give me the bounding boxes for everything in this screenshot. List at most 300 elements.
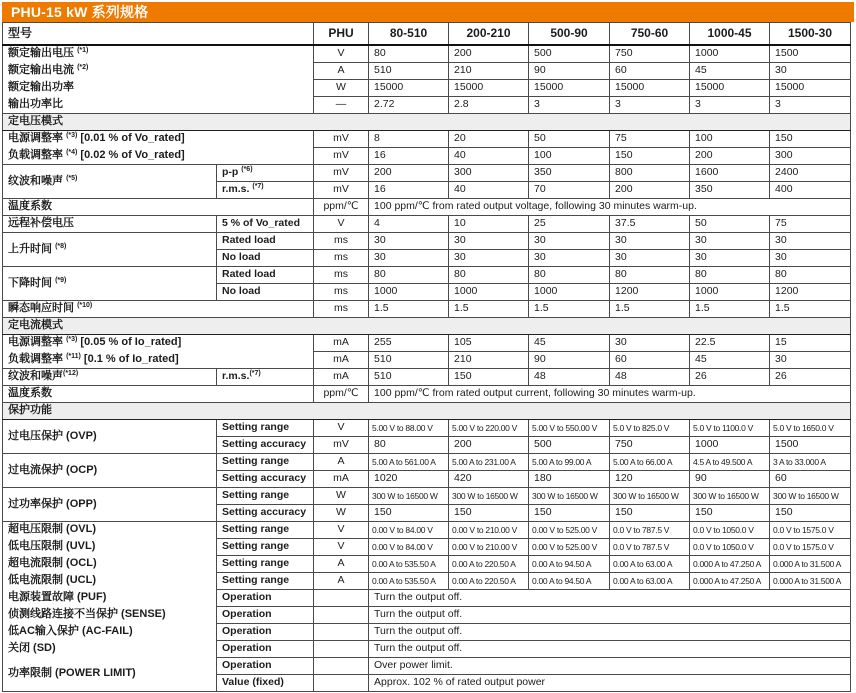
section-row (3, 318, 851, 335)
value-cell: 150 (449, 505, 529, 522)
value-cell: 1000 (449, 284, 529, 301)
value-cell: 150 (529, 505, 610, 522)
value-cell: 200 (369, 165, 449, 182)
value-cell: 0.00 A to 94.50 A (529, 573, 610, 590)
value-cell: 420 (449, 471, 529, 488)
row-label (3, 658, 217, 692)
value-cell: 45 (690, 352, 770, 369)
column-header-model-name: 500-90 (529, 23, 610, 46)
value-cell: 100 (690, 131, 770, 148)
value-cell: 80 (770, 267, 851, 284)
unit-cell: ms (314, 250, 369, 267)
value-span-cell: 100 ppm/℃ from rated output current, following 30 minutes warm-up. (369, 386, 851, 403)
row-label (3, 573, 217, 590)
label-text: Setting accuracy (222, 506, 307, 519)
value-cell: 0.0 V to 1575.0 V (770, 522, 851, 539)
unit-cell: mV (314, 437, 369, 454)
footnote-ref: (*8) (55, 242, 67, 250)
value-cell: 26 (770, 369, 851, 386)
value-cell: 0.0 V to 1575.0 V (770, 539, 851, 556)
value-cell: 0.000 A to 31.500 A (770, 556, 851, 573)
section-row (3, 114, 851, 131)
label-text: 输出功率比 (8, 97, 63, 110)
label-text: Setting accuracy (222, 472, 307, 485)
value-cell: 30 (449, 250, 529, 267)
value-cell: 48 (529, 369, 610, 386)
value-cell: 20 (449, 131, 529, 148)
value-cell: 45 (529, 335, 610, 352)
value-cell: 80 (369, 437, 449, 454)
value-cell: 15 (770, 335, 851, 352)
value-cell: 15000 (369, 80, 449, 97)
label-text: [0.05 % of Io_rated] (77, 336, 182, 349)
value-cell: 800 (610, 165, 690, 182)
row-label (3, 267, 217, 301)
label-text: 低电压限制 (UVL) (8, 540, 96, 553)
label-text: 电源装置故障 (PUF) (8, 591, 107, 604)
value-cell: 0.0 V to 1050.0 V (690, 522, 770, 539)
label-text: Setting range (222, 455, 290, 468)
value-cell: 0.00 A to 535.50 A (369, 573, 449, 590)
value-cell: 200 (610, 182, 690, 199)
value-cell: 210 (449, 352, 529, 369)
row-sublabel (217, 420, 314, 437)
label-text: 上升时间 (8, 242, 56, 255)
row-label (3, 454, 217, 488)
footnote-ref: (*1) (77, 47, 89, 55)
value-cell: 2.72 (369, 97, 449, 114)
spec-row (3, 267, 851, 284)
label-text: No load (222, 285, 261, 298)
value-span-cell: Over power limit. (369, 658, 851, 675)
value-cell: 3 (770, 97, 851, 114)
unit-cell: A (314, 454, 369, 471)
value-cell: 40 (449, 182, 529, 199)
value-cell: 5.0 V to 825.0 V (610, 420, 690, 437)
value-cell: 25 (529, 216, 610, 233)
value-cell: 350 (690, 182, 770, 199)
unit-cell: V (314, 216, 369, 233)
row-label (3, 80, 314, 97)
value-cell: 0.0 V to 787.5 V (610, 522, 690, 539)
value-cell: 180 (529, 471, 610, 488)
value-cell: 0.000 A to 47.250 A (690, 556, 770, 573)
spec-row (3, 607, 851, 624)
row-label (3, 539, 217, 556)
column-header-model-name: 1000-45 (690, 23, 770, 46)
row-label (3, 386, 314, 403)
value-span-cell: Turn the output off. (369, 607, 851, 624)
spec-row (3, 63, 851, 80)
row-sublabel (217, 505, 314, 522)
label-text: 超电压限制 (OVL) (8, 523, 96, 536)
value-cell: 1000 (690, 45, 770, 63)
row-label (3, 369, 217, 386)
footnote-ref: (*6) (241, 166, 253, 174)
row-sublabel (217, 590, 314, 607)
value-cell: 3 A to 33.000 A (770, 454, 851, 471)
value-cell: 750 (610, 437, 690, 454)
value-cell: 3 (610, 97, 690, 114)
value-cell: 0.00 A to 220.50 A (449, 556, 529, 573)
value-span-cell: Turn the output off. (369, 624, 851, 641)
value-cell: 80 (369, 267, 449, 284)
value-cell: 16 (369, 182, 449, 199)
label-text: 额定输出电流 (8, 64, 78, 77)
unit-cell: V (314, 539, 369, 556)
value-cell: 5.0 V to 1650.0 V (770, 420, 851, 437)
row-label (3, 63, 314, 80)
value-cell: 90 (529, 63, 610, 80)
value-cell: 15000 (770, 80, 851, 97)
unit-cell: V (314, 45, 369, 63)
label-text: Operation (222, 642, 272, 655)
value-cell: 300 W to 16500 W (610, 488, 690, 505)
label-text: 过电流保护 (OCP) (8, 463, 98, 476)
value-cell: 1500 (770, 437, 851, 454)
label-text: r.m.s. (222, 370, 250, 383)
row-label (3, 352, 314, 369)
value-cell: 1000 (369, 284, 449, 301)
value-cell: 500 (529, 437, 610, 454)
value-cell: 300 W to 16500 W (770, 488, 851, 505)
label-text: 过电压保护 (OVP) (8, 429, 97, 442)
row-sublabel (217, 675, 314, 692)
footnote-ref: (*9) (55, 276, 67, 284)
value-cell: 2400 (770, 165, 851, 182)
row-label (3, 522, 217, 539)
row-sublabel (217, 488, 314, 505)
value-cell: 100 (529, 148, 610, 165)
label-text: 额定输出功率 (8, 81, 74, 94)
value-cell: 1.5 (770, 301, 851, 318)
label-text: No load (222, 251, 261, 264)
value-cell: 500 (529, 45, 610, 63)
label-text: Rated load (222, 234, 276, 247)
label-text: Setting range (222, 540, 290, 553)
row-label (3, 97, 314, 114)
value-cell: 0.00 A to 535.50 A (369, 556, 449, 573)
unit-cell: mA (314, 352, 369, 369)
row-label (3, 420, 217, 454)
spec-row (3, 45, 851, 63)
unit-cell: mV (314, 148, 369, 165)
unit-cell: W (314, 488, 369, 505)
value-cell: 15000 (610, 80, 690, 97)
label-text: Setting range (222, 523, 290, 536)
label-text: 功率限制 (POWER LIMIT) (8, 667, 136, 680)
unit-cell (314, 590, 369, 607)
value-cell: 8 (369, 131, 449, 148)
value-span-cell: Turn the output off. (369, 641, 851, 658)
label-text: 纹波和噪声 (8, 370, 63, 383)
column-header-model-name: 1500-30 (770, 23, 851, 46)
label-text: 5 % of Vo_rated (222, 217, 300, 230)
value-cell: 30 (690, 250, 770, 267)
column-header-model-name: 200-210 (449, 23, 529, 46)
value-cell: 90 (690, 471, 770, 488)
unit-cell (314, 607, 369, 624)
value-cell: 1.5 (610, 301, 690, 318)
header-row (3, 23, 851, 46)
unit-cell: mA (314, 471, 369, 488)
value-cell: 350 (529, 165, 610, 182)
value-cell: 300 (449, 165, 529, 182)
label-text: 侦测线路连接不当保护 (SENSE) (8, 608, 166, 621)
unit-cell (314, 624, 369, 641)
section-row (3, 403, 851, 420)
value-cell: 45 (690, 63, 770, 80)
value-cell: 0.00 A to 63.00 A (610, 556, 690, 573)
unit-cell: ms (314, 284, 369, 301)
row-sublabel (217, 369, 314, 386)
value-cell: 150 (369, 505, 449, 522)
value-cell: 15000 (449, 80, 529, 97)
unit-cell: mV (314, 131, 369, 148)
label-text: 超电流限制 (OCL) (8, 557, 97, 570)
value-cell: 22.5 (690, 335, 770, 352)
value-cell: 1000 (690, 284, 770, 301)
unit-cell: mV (314, 165, 369, 182)
unit-cell: V (314, 420, 369, 437)
unit-cell (314, 675, 369, 692)
value-cell: 255 (369, 335, 449, 352)
column-header-phu: PHU (314, 23, 369, 46)
label-text: 低AC输入保护 (AC-FAIL) (8, 625, 133, 638)
value-cell: 510 (369, 352, 449, 369)
section-header: 定电流模式 (3, 318, 851, 335)
spec-row (3, 624, 851, 641)
row-label (3, 335, 314, 352)
spec-row (3, 233, 851, 250)
section-header: 保护功能 (3, 403, 851, 420)
spec-row (3, 522, 851, 539)
value-span-cell: Approx. 102 % of rated output power (369, 675, 851, 692)
label-text: Operation (222, 608, 272, 621)
series-title: PHU-15 kW 系列规格 (11, 4, 149, 20)
value-cell: 30 (610, 250, 690, 267)
column-header-model: 型号 (3, 23, 314, 46)
value-cell: 200 (690, 148, 770, 165)
value-cell: 50 (529, 131, 610, 148)
label-text: 电源调整率 (8, 132, 67, 145)
unit-cell: ppm/℃ (314, 386, 369, 403)
unit-cell: A (314, 63, 369, 80)
value-cell: 0.000 A to 47.250 A (690, 573, 770, 590)
value-cell: 30 (610, 233, 690, 250)
value-cell: 10 (449, 216, 529, 233)
value-cell: 510 (369, 63, 449, 80)
column-header-model-name: 750-60 (610, 23, 690, 46)
row-label (3, 556, 217, 573)
value-cell: 5.00 A to 99.00 A (529, 454, 610, 471)
unit-cell: ppm/℃ (314, 199, 369, 216)
spec-row (3, 199, 851, 216)
value-cell: 1600 (690, 165, 770, 182)
label-text: r.m.s. (222, 183, 253, 196)
value-cell: 0.00 V to 525.00 V (529, 539, 610, 556)
value-cell: 4 (369, 216, 449, 233)
spec-row (3, 335, 851, 352)
value-cell: 60 (770, 471, 851, 488)
unit-cell: ms (314, 233, 369, 250)
label-text: 过功率保护 (OPP) (8, 497, 97, 510)
value-cell: 0.00 A to 220.50 A (449, 573, 529, 590)
value-cell: 1.5 (449, 301, 529, 318)
spec-row (3, 386, 851, 403)
label-text: [0.01 % of Vo_rated] (77, 132, 185, 145)
value-cell: 150 (770, 131, 851, 148)
value-cell: 150 (449, 369, 529, 386)
spec-row (3, 539, 851, 556)
footnote-ref: (*11) (66, 352, 81, 360)
value-cell: 0.0 V to 1050.0 V (690, 539, 770, 556)
value-cell: 70 (529, 182, 610, 199)
row-label (3, 148, 314, 165)
value-cell: 30 (770, 233, 851, 250)
row-sublabel (217, 454, 314, 471)
footnote-ref: (*2) (77, 64, 89, 72)
label-text: 额定输出电压 (8, 47, 78, 60)
label-text: 低电流限制 (UCL) (8, 574, 96, 587)
row-sublabel (217, 233, 314, 250)
label-text: 下降时间 (8, 276, 56, 289)
value-cell: 60 (610, 352, 690, 369)
value-cell: 30 (770, 63, 851, 80)
value-cell: 26 (690, 369, 770, 386)
row-label (3, 641, 217, 658)
value-cell: 30 (369, 233, 449, 250)
unit-cell: A (314, 573, 369, 590)
value-cell: 30 (690, 233, 770, 250)
value-cell: 30 (770, 352, 851, 369)
value-span-cell: 100 ppm/℃ from rated output voltage, following 30 minutes warm-up. (369, 199, 851, 216)
spec-row (3, 369, 851, 386)
value-cell: 5.00 V to 220.00 V (449, 420, 529, 437)
value-cell: 30 (770, 250, 851, 267)
row-sublabel (217, 607, 314, 624)
value-cell: 1.5 (529, 301, 610, 318)
unit-cell (314, 658, 369, 675)
value-cell: 150 (690, 505, 770, 522)
unit-cell: W (314, 80, 369, 97)
value-cell: 150 (610, 505, 690, 522)
value-cell: 1000 (690, 437, 770, 454)
value-cell: 300 W to 16500 W (449, 488, 529, 505)
row-sublabel (217, 471, 314, 488)
label-text: 温度系数 (8, 200, 52, 213)
value-cell: 1200 (610, 284, 690, 301)
value-cell: 300 (770, 148, 851, 165)
footnote-ref: (*10) (77, 302, 93, 310)
value-cell: 300 W to 16500 W (369, 488, 449, 505)
label-text: 负载调整率 (8, 352, 67, 365)
value-cell: 0.00 V to 525.00 V (529, 522, 610, 539)
label-text: 温度系数 (8, 387, 52, 400)
row-label (3, 131, 314, 148)
spec-row (3, 165, 851, 182)
value-cell: 0.00 A to 63.00 A (610, 573, 690, 590)
value-cell: 30 (449, 233, 529, 250)
value-cell: 80 (369, 45, 449, 63)
value-cell: 15000 (529, 80, 610, 97)
row-label (3, 488, 217, 522)
value-cell: 0.00 V to 84.00 V (369, 539, 449, 556)
value-cell: 510 (369, 369, 449, 386)
footnote-ref: (*3) (66, 336, 78, 344)
row-label (3, 216, 217, 233)
value-cell: 0.00 V to 210.00 V (449, 522, 529, 539)
value-cell: 150 (610, 148, 690, 165)
value-cell: 4.5 A to 49.500 A (690, 454, 770, 471)
footnote-ref: (*12) (63, 370, 79, 378)
column-header-model-name: 80-510 (369, 23, 449, 46)
value-cell: 50 (690, 216, 770, 233)
value-cell: 37.5 (610, 216, 690, 233)
spec-row (3, 556, 851, 573)
row-sublabel (217, 182, 314, 199)
value-cell: 0.00 V to 210.00 V (449, 539, 529, 556)
value-cell: 1000 (529, 284, 610, 301)
value-cell: 0.0 V to 787.5 V (610, 539, 690, 556)
value-cell: 1.5 (690, 301, 770, 318)
row-sublabel (217, 165, 314, 182)
label-text: Setting range (222, 574, 290, 587)
row-label (3, 45, 314, 63)
value-cell: 75 (610, 131, 690, 148)
unit-cell: — (314, 97, 369, 114)
value-cell: 1200 (770, 284, 851, 301)
value-cell: 30 (529, 250, 610, 267)
row-label (3, 199, 314, 216)
spec-row (3, 454, 851, 471)
label-text: [0.02 % of Vo_rated] (77, 148, 185, 161)
value-cell: 1.5 (369, 301, 449, 318)
footnote-ref: (*3) (66, 132, 78, 140)
unit-cell: ms (314, 267, 369, 284)
value-cell: 5.0 V to 1100.0 V (690, 420, 770, 437)
unit-cell: W (314, 505, 369, 522)
value-cell: 30 (529, 233, 610, 250)
value-cell: 0.00 A to 94.50 A (529, 556, 610, 573)
spec-table (2, 22, 851, 692)
row-label (3, 590, 217, 607)
label-text: 负载调整率 (8, 148, 67, 161)
value-cell: 0.00 V to 84.00 V (369, 522, 449, 539)
row-sublabel (217, 437, 314, 454)
value-cell: 80 (449, 267, 529, 284)
value-cell: 300 W to 16500 W (529, 488, 610, 505)
spec-row (3, 641, 851, 658)
value-cell: 5.00 A to 231.00 A (449, 454, 529, 471)
spec-row (3, 97, 851, 114)
row-sublabel (217, 216, 314, 233)
value-cell: 2.8 (449, 97, 529, 114)
value-cell: 15000 (690, 80, 770, 97)
spec-row (3, 216, 851, 233)
section-header: 定电压模式 (3, 114, 851, 131)
value-cell: 200 (449, 437, 529, 454)
value-cell: 80 (529, 267, 610, 284)
spec-row (3, 352, 851, 369)
value-cell: 5.00 V to 88.00 V (369, 420, 449, 437)
value-cell: 3 (690, 97, 770, 114)
unit-cell: mV (314, 182, 369, 199)
label-text: Setting range (222, 489, 290, 502)
label-text: p-p (222, 166, 242, 179)
row-label (3, 233, 217, 267)
spec-row (3, 420, 851, 437)
